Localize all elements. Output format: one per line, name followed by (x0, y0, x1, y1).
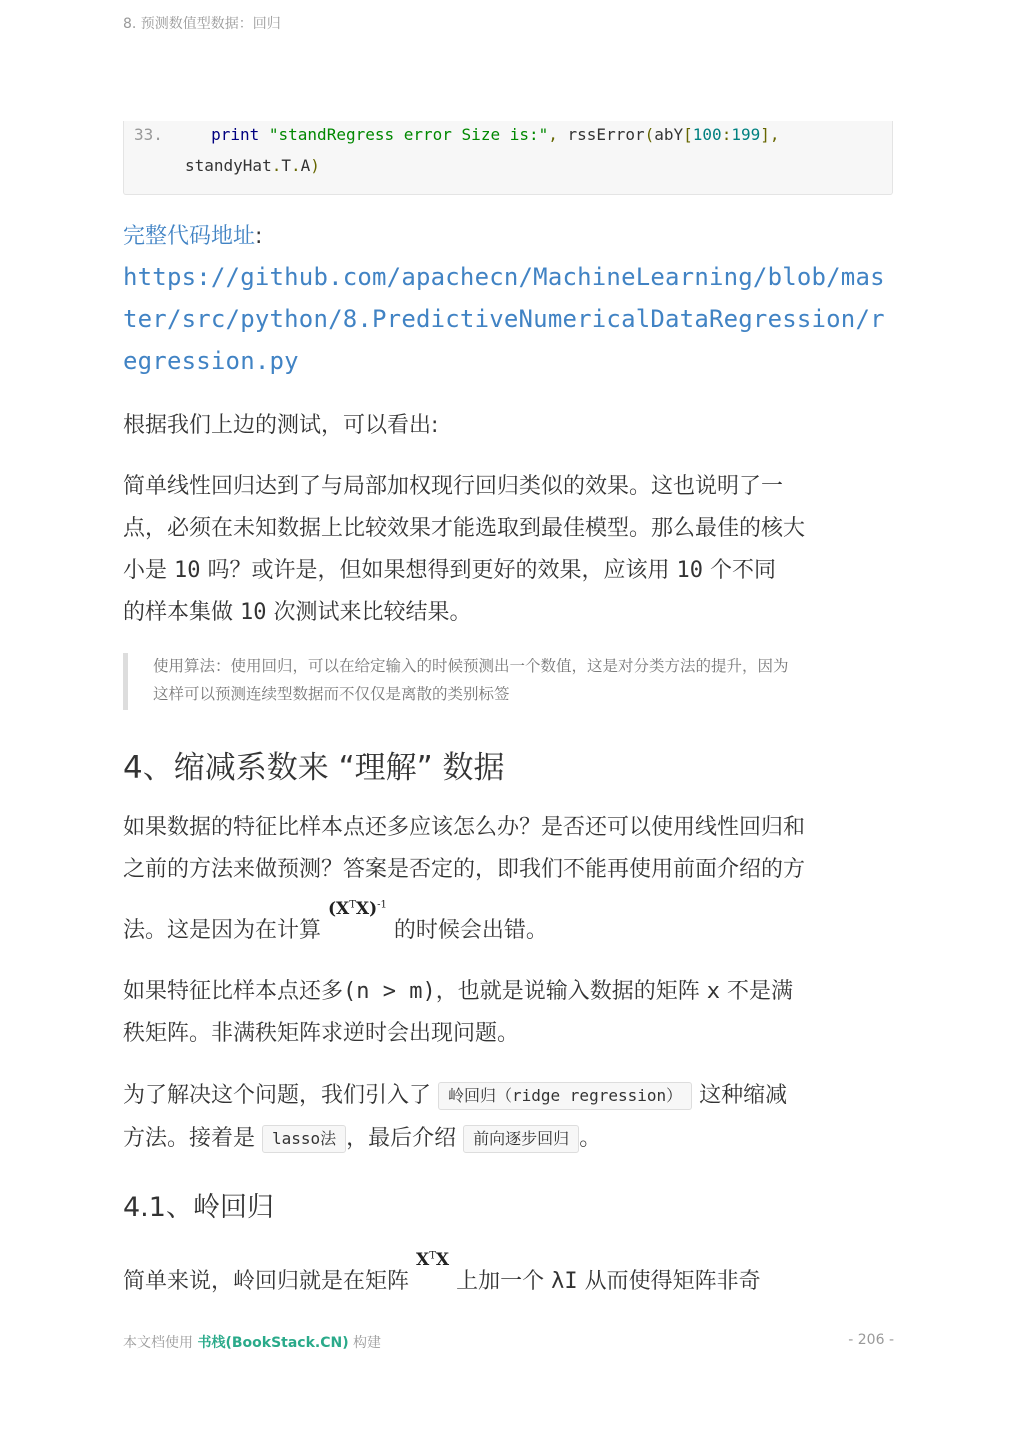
inline-code-lasso: lasso法 (262, 1125, 346, 1153)
code-line (134, 125, 780, 144)
text-span: 从而使得矩阵非奇 (577, 1269, 761, 1294)
quote-line (153, 654, 789, 676)
quote-line: 这样可以预测连续型数据而不仅仅是离散的类别标签 (153, 685, 510, 703)
paragraph-line: 如果数据的特征比样本点还多应该怎么办？是否还可以使用线性回归和 (123, 815, 806, 840)
inline-math: (n > m) (343, 979, 436, 1004)
code-block (123, 121, 893, 195)
paragraph-line (123, 595, 472, 626)
text-span: 的样本集做 (123, 600, 240, 625)
code-func: rssError (567, 125, 645, 144)
text-span: 个不同 (703, 558, 776, 583)
code-ident: standyHat (185, 156, 272, 175)
text-span: 的时候会出错。 (386, 918, 548, 943)
text-span: 次测试来比较结果。 (266, 600, 472, 625)
quote-text: 使用回归，可以在给定输入的时候预测出一个数值，这是对分类方法的提升，因为 (230, 657, 789, 675)
inline-number: 10 (676, 558, 703, 583)
code-line (185, 156, 320, 175)
code-punct: . (271, 156, 282, 175)
paragraph-line (123, 1078, 787, 1110)
text-span: 方法。接着是 (123, 1126, 262, 1151)
code-ident: A (300, 156, 311, 175)
code-punct: . (290, 156, 301, 175)
code-ident: abY (654, 125, 684, 144)
code-punct: , (769, 125, 780, 144)
paragraph-line (123, 1250, 761, 1295)
text-span: 上加一个 (449, 1269, 552, 1294)
code-number: 100 (692, 125, 722, 144)
inline-code-stepwise: 前向逐步回归 (463, 1125, 579, 1153)
paragraph-line (123, 553, 776, 584)
text-span: 这种缩减 (692, 1083, 788, 1108)
subsection-heading: 4.1、岭回归 (123, 1192, 274, 1223)
footer-text: 构建 (348, 1335, 382, 1351)
inline-number: 10 (240, 600, 267, 625)
paragraph-line: 之前的方法来做预测？答案是否定的，即我们不能再使用前面介绍的方 (123, 857, 806, 882)
formula-xtx: $X^TX$ (416, 1250, 450, 1270)
line-number: 33. (134, 125, 163, 144)
text-span: 不是满 (719, 979, 793, 1004)
footer-credit (123, 1332, 381, 1352)
paragraph-line (123, 1121, 601, 1153)
paragraph-line (123, 974, 793, 1005)
text-span: ，也就是说输入数据的矩阵 (435, 979, 707, 1004)
code-punct: [ (683, 125, 693, 144)
code-punct: : (721, 125, 732, 144)
text-span: ，最后介绍 (346, 1126, 464, 1151)
text-span: 法。这是因为在计算 (123, 918, 328, 943)
text-span: 如果特征比样本点还多 (123, 979, 344, 1004)
code-ident: T (281, 156, 291, 175)
footer-brand-link[interactable]: 书栈(BookStack.CN) (197, 1335, 349, 1351)
code-punct: ] (760, 125, 770, 144)
page-number: - 206 - (848, 1332, 894, 1348)
formula-xtx-inverse: $(X^TX)^{-1}$ (328, 899, 387, 919)
label-colon: : (255, 224, 263, 249)
code-address-label (123, 219, 262, 250)
section-heading: 4、缩减系数来 “理解” 数据 (123, 750, 505, 786)
paragraph-line: 点，必须在未知数据上比较效果才能选取到最佳模型。那么最佳的核大 (123, 516, 806, 541)
code-punct: ( (644, 125, 655, 144)
text-span: 吗？或许是，但如果想得到更好的效果，应该用 (200, 558, 677, 583)
page-header: 8. 预测数值型数据：回归 (123, 16, 281, 32)
code-address-link[interactable]: 完整代码地址 (123, 224, 256, 249)
url-line-3[interactable]: egression.py (123, 347, 299, 375)
inline-code-ridge: 岭回归（ridge regression） (438, 1082, 692, 1110)
quote-label: 使用算法： (153, 657, 231, 675)
footer-text: 本文档使用 (123, 1335, 198, 1351)
text-span: 为了解决这个问题，我们引入了 (123, 1083, 438, 1108)
code-number: 199 (731, 125, 761, 144)
url-line-2[interactable]: ter/src/python/8.PredictiveNumericalDataRegression/r (123, 305, 885, 333)
inline-number: 10 (174, 558, 201, 583)
code-keyword: print (211, 125, 260, 144)
blockquote (123, 653, 893, 710)
text-span: 小是 (123, 558, 174, 583)
code-punct: ) (310, 156, 320, 175)
inline-math: λI (551, 1269, 578, 1294)
url-line-1[interactable]: https://github.com/apachecn/MachineLearning/blob/mas (123, 263, 885, 291)
code-punct: , (548, 125, 558, 144)
paragraph-line: 简单线性回归达到了与局部加权现行回归类似的效果。这也说明了一 (123, 474, 784, 499)
paragraph-line: 秩矩阵。非满秩矩阵求逆时会出现问题。 (123, 1021, 520, 1046)
paragraph-observation: 根据我们上边的测试，可以看出: (123, 413, 439, 438)
text-span: 。 (579, 1126, 602, 1151)
inline-math: x (706, 979, 720, 1004)
text-span: 简单来说，岭回归就是在矩阵 (123, 1269, 416, 1294)
code-string: "standRegress error Size is:" (268, 125, 549, 144)
paragraph-line (123, 899, 548, 944)
